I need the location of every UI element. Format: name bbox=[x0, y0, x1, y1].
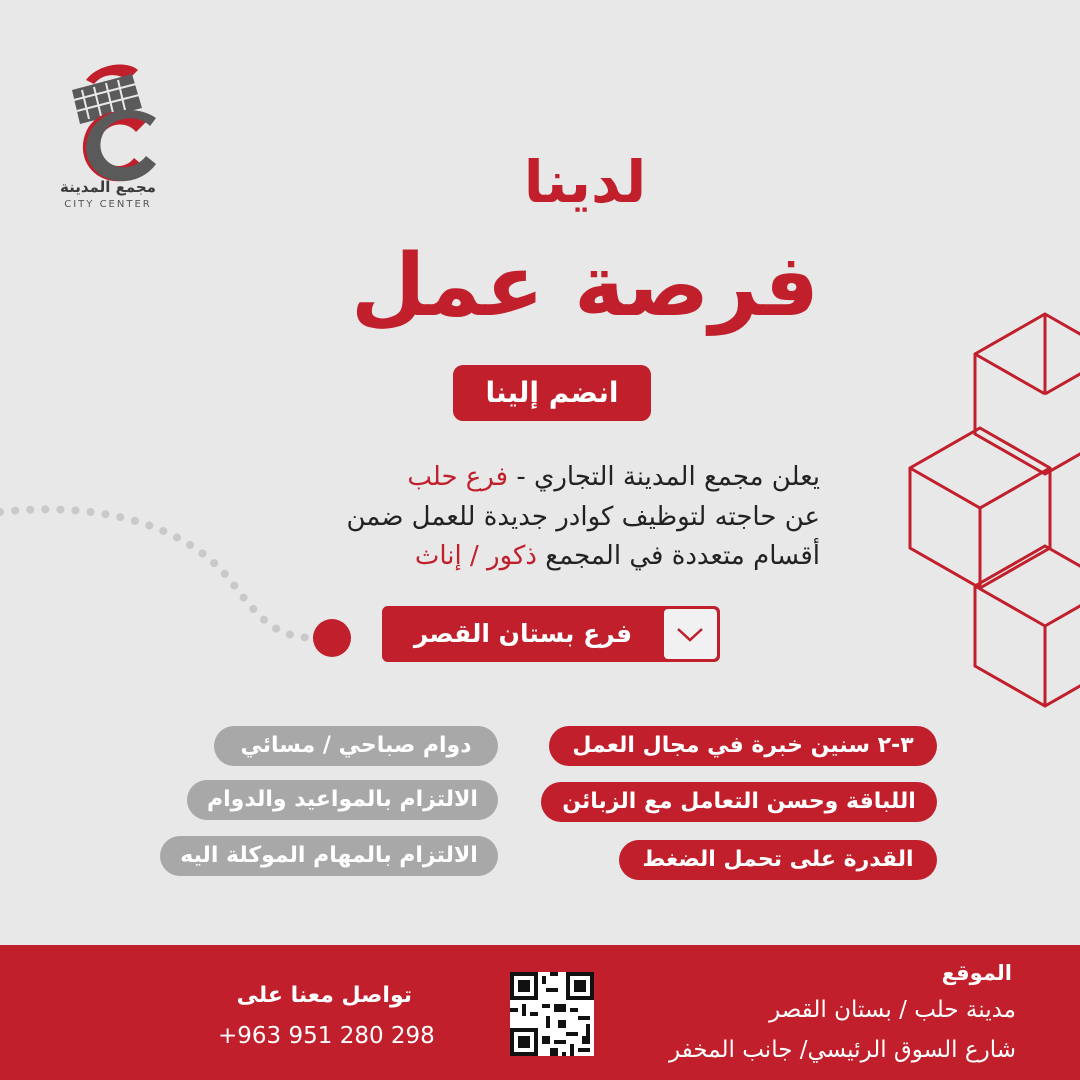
headline-we-have: لدينا bbox=[523, 148, 647, 216]
location-line-1: مدينة حلب / بستان القصر bbox=[769, 997, 1016, 1023]
logo-name-ar: مجمع المدينة bbox=[60, 178, 156, 196]
description-line-1 bbox=[220, 462, 820, 492]
logo-name-en: CITY CENTER bbox=[64, 199, 152, 210]
contact-title: تواصل معنا على bbox=[236, 983, 412, 1008]
chevron-down-icon[interactable] bbox=[664, 609, 717, 659]
cubes-decoration bbox=[905, 300, 1080, 720]
branch-dropdown[interactable] bbox=[382, 606, 720, 662]
headline-job-opportunity: فرصة عمل bbox=[350, 236, 820, 336]
requirement-shifts: دوام صباحي / مسائي bbox=[214, 726, 498, 766]
red-dot-decoration bbox=[313, 619, 351, 657]
requirement-pressure: القدرة على تحمل الضغط bbox=[619, 840, 937, 880]
description-text: يعلن مجمع المدينة التجاري - bbox=[508, 462, 820, 492]
description-line-2: عن حاجته لتوظيف كوادر جديدة للعمل ضمن bbox=[346, 502, 820, 532]
location-title: الموقع bbox=[941, 961, 1012, 985]
branch-highlight: فرع حلب bbox=[407, 462, 509, 492]
requirement-experience: ٣-٢ سنين خبرة في مجال العمل bbox=[549, 726, 937, 766]
branch-dropdown-label: فرع بستان القصر bbox=[413, 619, 633, 648]
description-line-3 bbox=[220, 541, 820, 571]
phone-number[interactable]: +963 951 280 298 bbox=[218, 1023, 435, 1049]
qr-code-icon[interactable] bbox=[510, 972, 594, 1056]
gender-highlight: ذكور / إناث bbox=[414, 541, 537, 571]
location-line-2: شارع السوق الرئيسي/ جانب المخفر bbox=[669, 1037, 1016, 1063]
join-us-button[interactable]: انضم إلينا bbox=[453, 365, 651, 421]
description-text: أقسام متعددة في المجمع bbox=[536, 541, 820, 571]
requirement-courtesy: اللباقة وحسن التعامل مع الزبائن bbox=[541, 782, 937, 822]
requirement-tasks: الالتزام بالمهام الموكلة اليه bbox=[160, 836, 498, 876]
requirement-punctuality: الالتزام بالمواعيد والدوام bbox=[187, 780, 498, 820]
